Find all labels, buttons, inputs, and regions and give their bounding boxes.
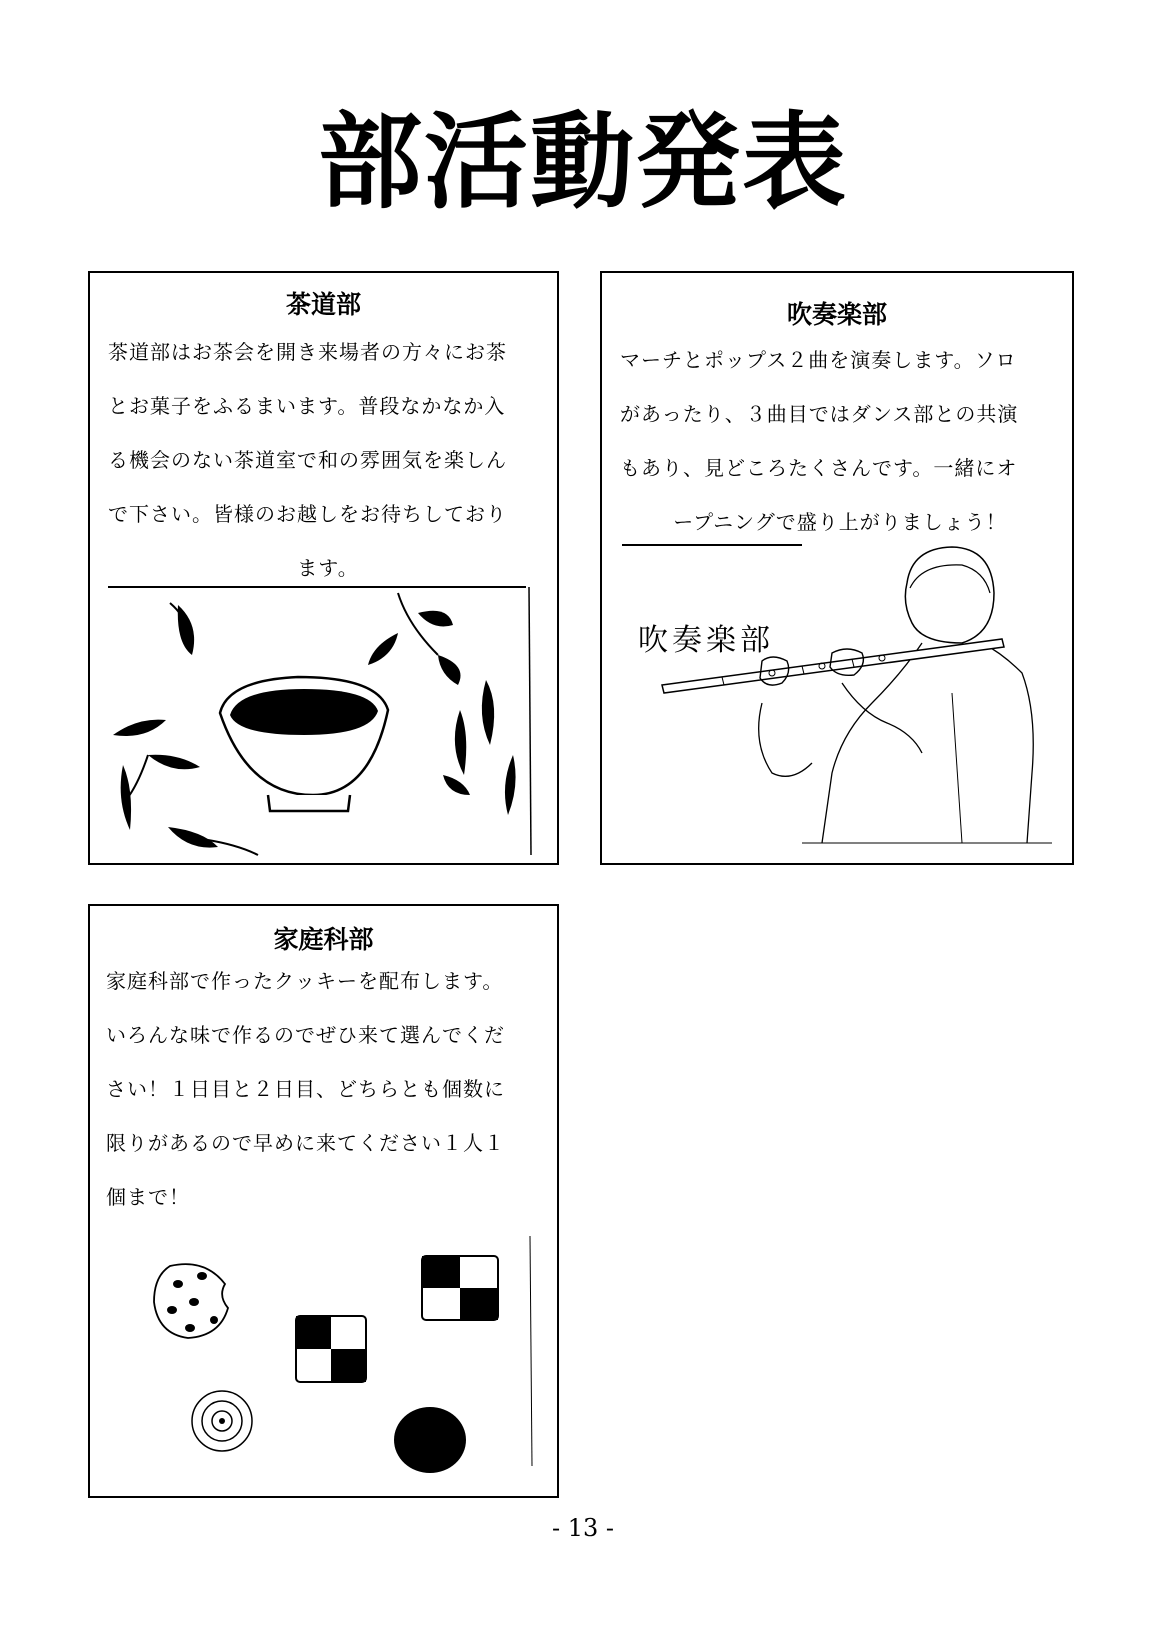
brass-band-heading: 吹奏楽部 (786, 300, 887, 329)
illustration-caption: 吹奏楽部 (638, 623, 774, 658)
flute-player-illustration (622, 543, 1062, 863)
text-line: いろんな味で作るのでぜひ来て選んでくだ (106, 1023, 505, 1047)
cookies-illustration (110, 1236, 540, 1496)
text-line: る機会のない茶道室で和の雰囲気を楽しん (108, 448, 507, 472)
text-line: で下さい。皆様のお越しをお待ちしており (108, 502, 507, 526)
page-title: 部活動発表 (317, 101, 848, 223)
text-line: さい！１日目と２日目、どちらとも個数に (106, 1077, 505, 1101)
text-line: 限りがあるので早めに来てください１人１ (106, 1131, 505, 1155)
tea-ceremony-club-box (88, 271, 559, 865)
text-line: ープニングで盛り上がりましょう！ (673, 510, 1007, 534)
text-line: マーチとポップス２曲を演奏します。ソロ (620, 348, 1017, 372)
page-number: - 13 - (551, 1514, 614, 1542)
tea-ceremony-text (108, 325, 548, 595)
text-line: があったり、３曲目ではダンス部との共演 (620, 402, 1019, 426)
brass-band-club-box (600, 271, 1074, 865)
text-line: 家庭科部で作ったクッキーを配布します。 (106, 969, 504, 993)
text-line: もあり、見どころたくさんです。一緒にオ (620, 456, 1018, 480)
home-economics-heading: 家庭科部 (273, 925, 374, 954)
text-line: とお菓子をふるまいます。普段なかなか入 (108, 394, 506, 418)
tea-bowl-illustration (108, 585, 544, 865)
home-economics-text (106, 954, 551, 1224)
home-economics-club-box (88, 904, 559, 1498)
text-line: 個まで！ (106, 1185, 190, 1209)
brass-band-text (620, 333, 1060, 549)
tea-ceremony-heading: 茶道部 (285, 290, 361, 319)
text-line: ます。 (297, 556, 359, 580)
text-line: 茶道部はお茶会を開き来場者の方々にお茶 (108, 340, 507, 364)
